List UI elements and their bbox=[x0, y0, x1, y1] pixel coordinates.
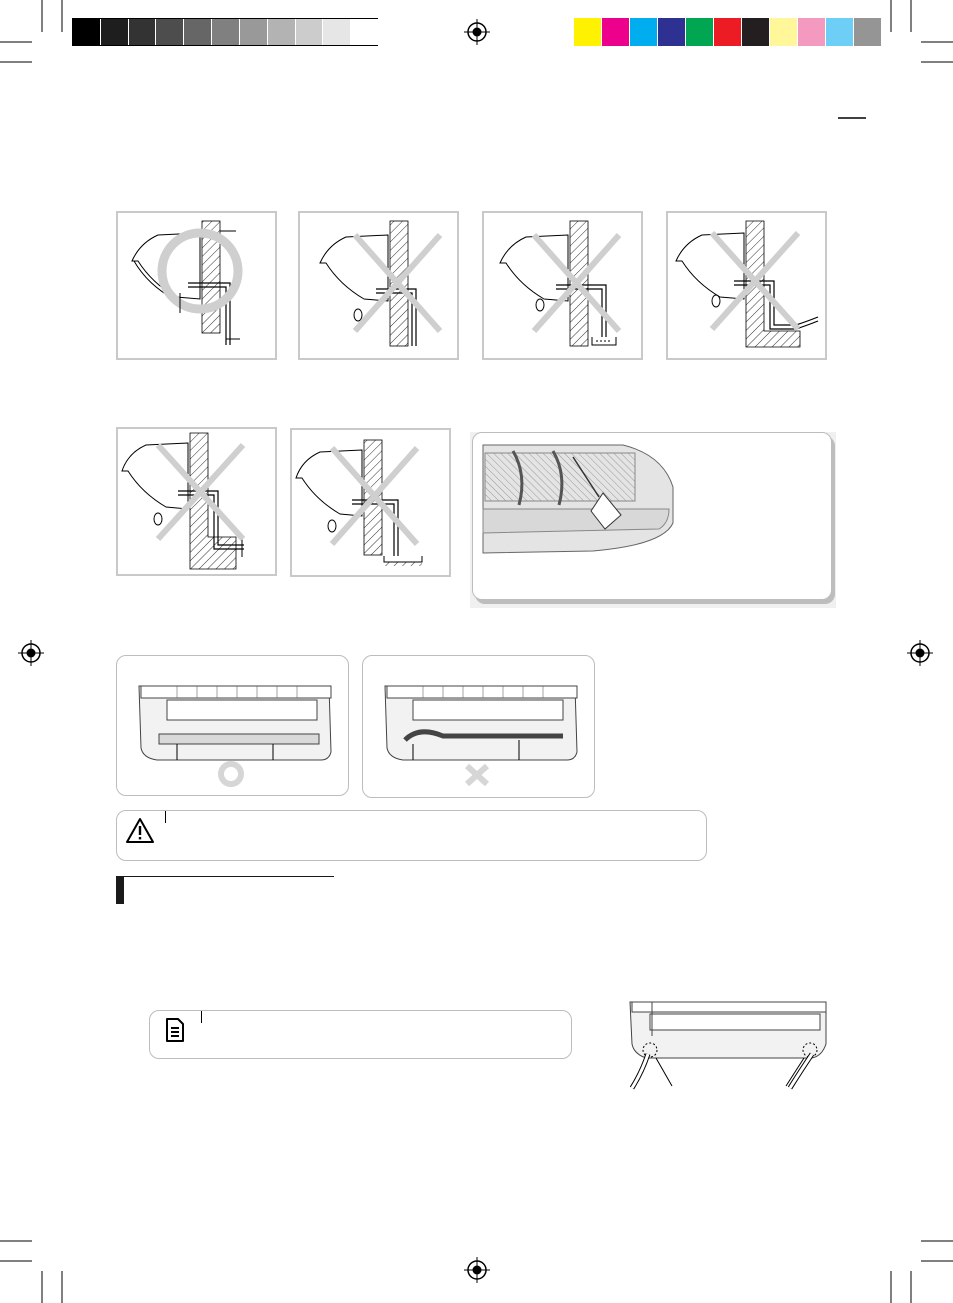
drain-diagram-incorrect bbox=[482, 211, 643, 360]
hose-installation-correct bbox=[116, 655, 349, 796]
section-heading-rule bbox=[124, 876, 334, 877]
registration-mark-icon bbox=[464, 1257, 490, 1283]
registration-mark-icon bbox=[18, 640, 44, 666]
drain-diagram-incorrect bbox=[298, 211, 459, 360]
registration-mark-icon bbox=[907, 640, 933, 666]
drain-diagram-incorrect bbox=[666, 211, 827, 360]
caution-box bbox=[116, 810, 707, 861]
drain-diagram-incorrect bbox=[116, 427, 277, 576]
water-pouring-illustration bbox=[470, 432, 836, 608]
note-divider bbox=[201, 1011, 202, 1023]
registration-mark-icon bbox=[464, 19, 490, 45]
hose-installation-incorrect bbox=[362, 655, 595, 798]
drain-diagram-incorrect bbox=[290, 428, 451, 577]
caution-divider bbox=[165, 811, 166, 823]
note-icon bbox=[164, 1017, 186, 1043]
note-box bbox=[149, 1010, 572, 1059]
drain-diagram-correct bbox=[116, 211, 277, 360]
caution-icon bbox=[125, 817, 155, 845]
drain-hose-position-illustration bbox=[626, 996, 832, 1092]
section-heading-bar bbox=[116, 876, 124, 904]
